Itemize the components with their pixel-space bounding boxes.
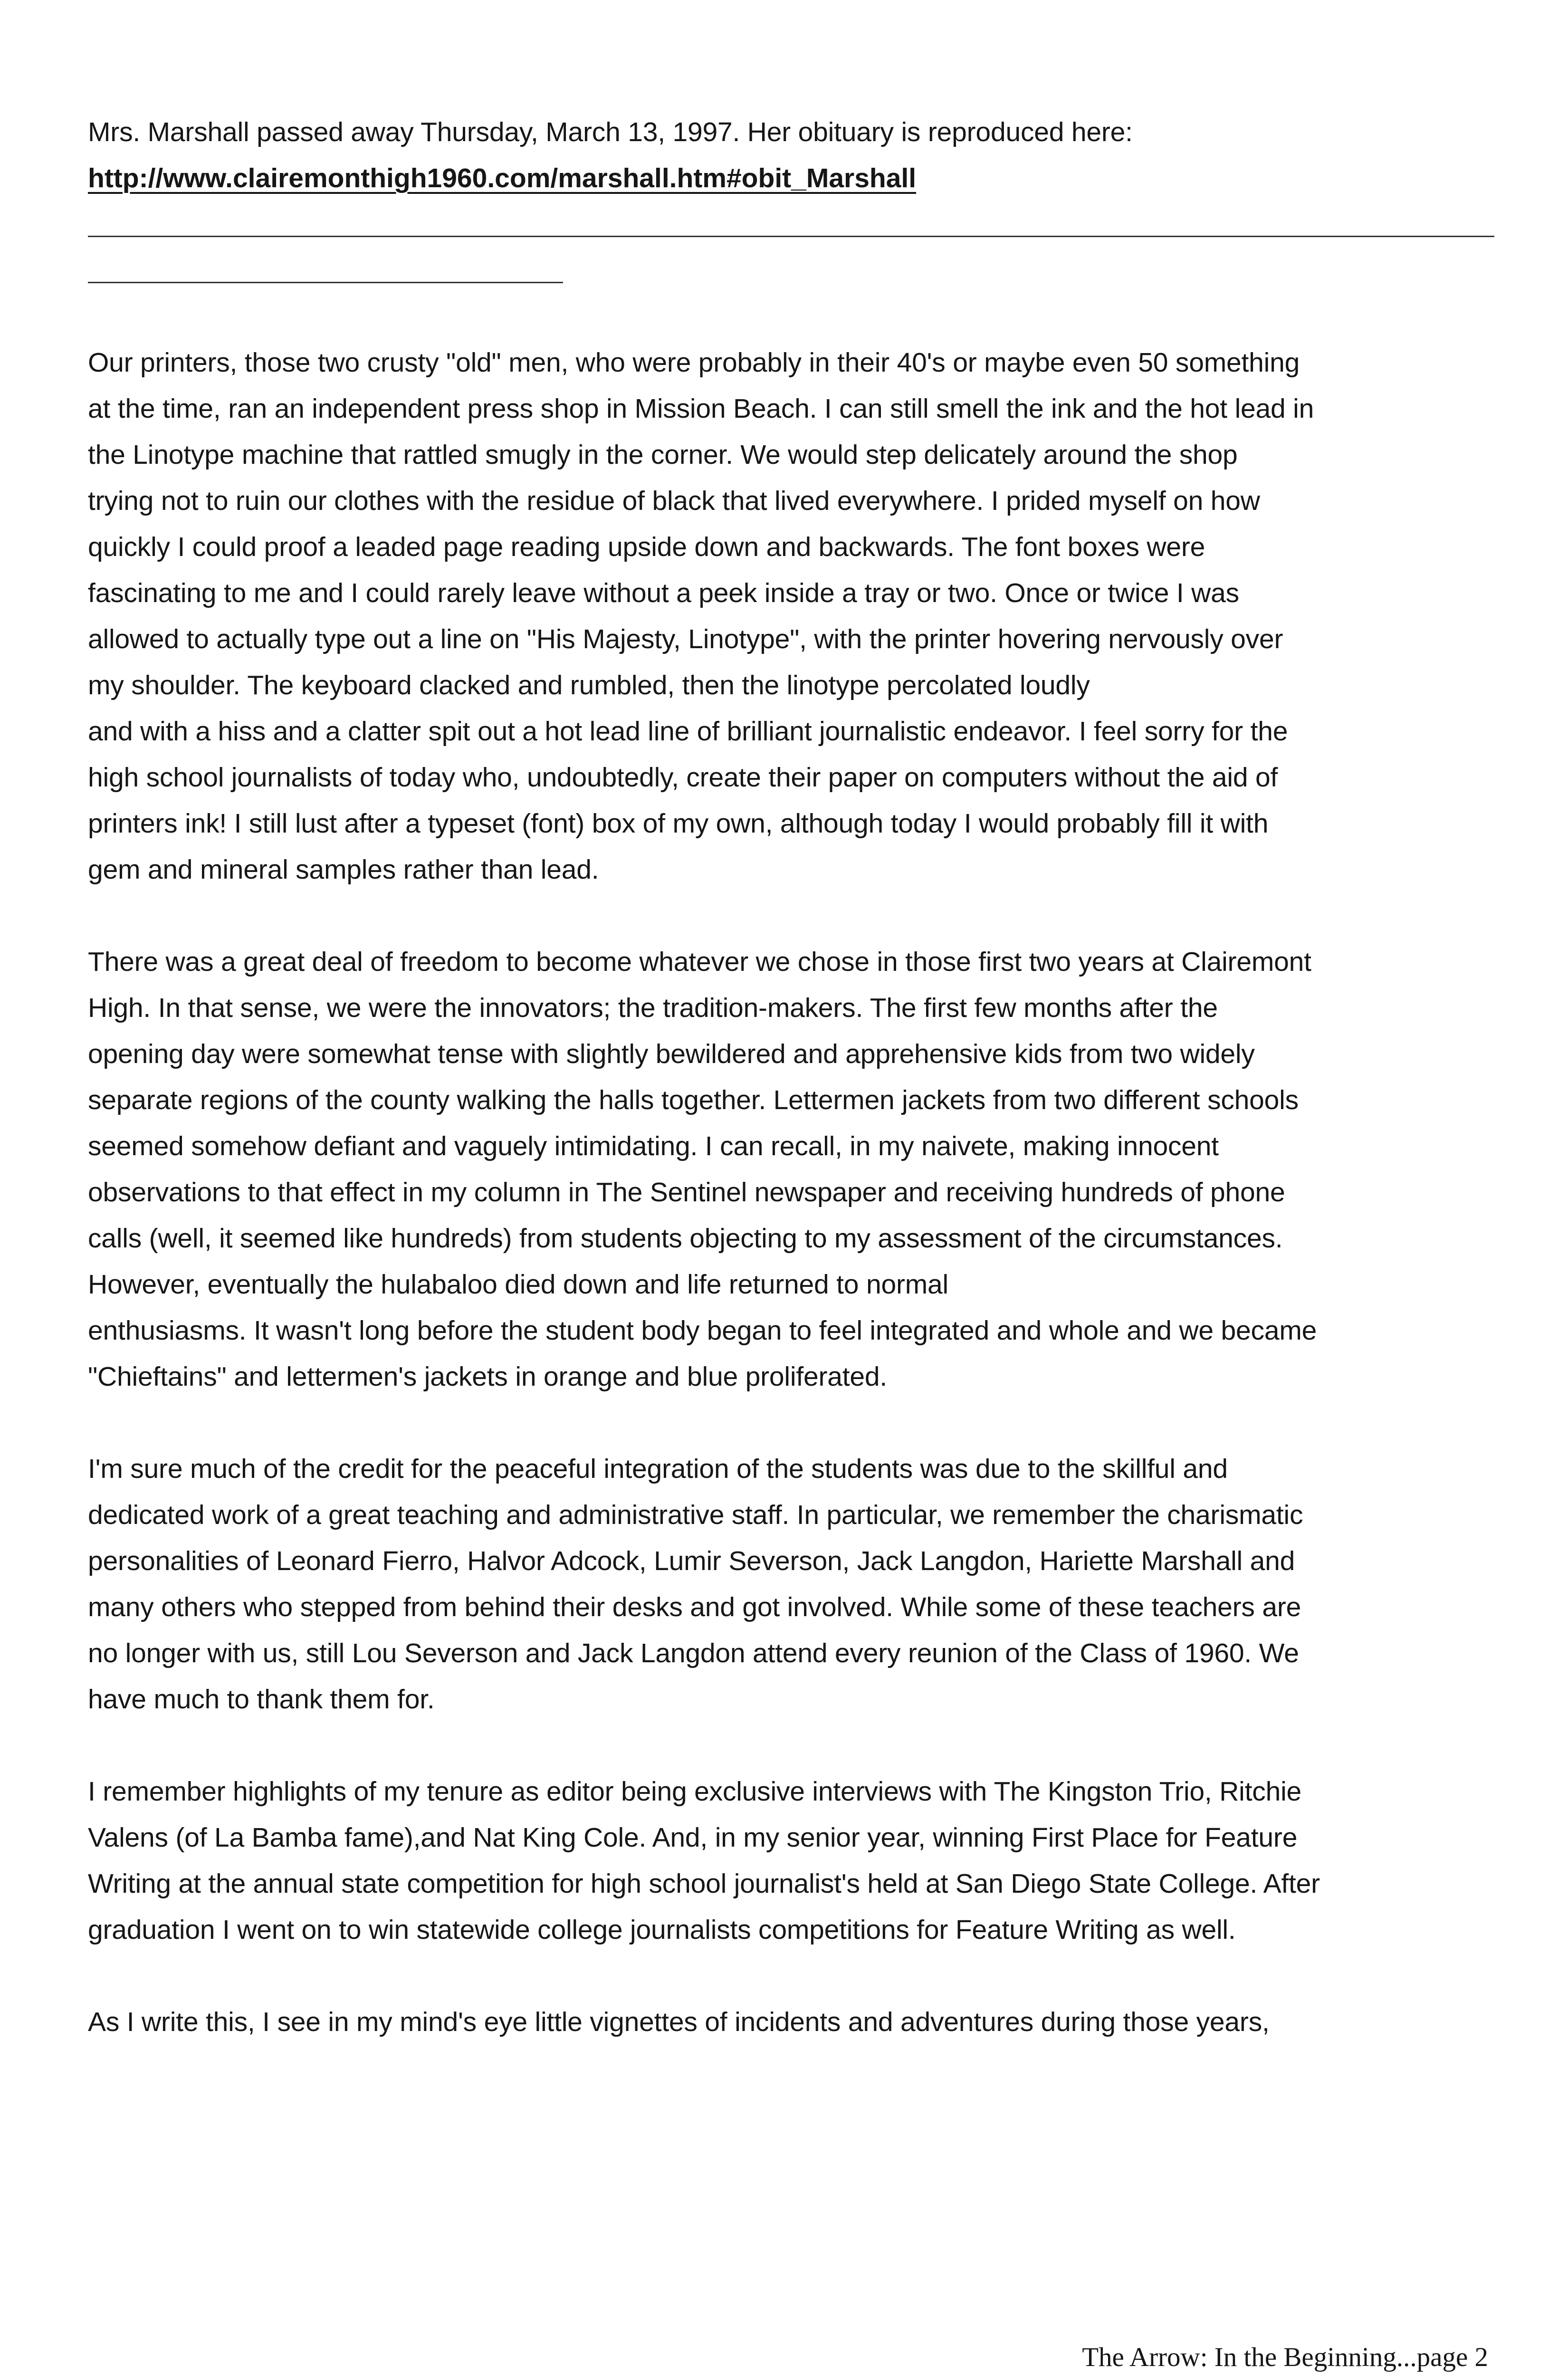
page-footer: The Arrow: In the Beginning...page 2 [1082,2342,1488,2372]
text-line: High. In that sense, we were the innovators; the tradition-makers. The first few months after the [88,993,1218,1023]
text-line: printers ink! I still lust after a typeset (font) box of my own, although today I would probably fill it with [88,808,1269,839]
text-line: As I write this, I see in my mind's eye little vignettes of incidents and adventures during those years, [88,2007,1270,2037]
text-line: and with a hiss and a clatter spit out a hot lead line of brilliant journalistic endeavor. I feel sorry for the [88,716,1288,747]
text-line: many others who stepped from behind their desks and got involved. While some of these teachers are [88,1592,1301,1622]
text-line: the Linotype machine that rattled smugly in the corner. We would step delicately around the shop [88,440,1238,470]
text-line: opening day were somewhat tense with slightly bewildered and apprehensive kids from two widely [88,1039,1255,1069]
paragraph-freedom [88,939,1494,1400]
text-line: trying not to ruin our clothes with the residue of black that lived everywhere. I prided myself on how [88,486,1260,516]
text-line: I remember highlights of my tenure as editor being exclusive interviews with The Kingston Trio, Ritchie [88,1776,1302,1807]
text-line: I'm sure much of the credit for the peaceful integration of the students was due to the skillful and [88,1454,1228,1484]
text-line: calls (well, it seemed like hundreds) from students objecting to my assessment of the circumstances. [88,1223,1283,1254]
paragraph-gap [88,1400,1494,1446]
obituary-link[interactable]: http://www.clairemonthigh1960.com/marshall.htm#obit_Marshall [88,163,917,193]
separator-rule-short [88,248,563,294]
text-line: have much to thank them for. [88,1684,435,1715]
paragraph-printers [88,340,1494,893]
text-line: high school journalists of today who, undoubtedly, create their paper on computers without the aid of [88,762,1278,793]
text-line: enthusiasms. It wasn't long before the student body began to feel integrated and whole and we became [88,1315,1317,1346]
text-line: at the time, ran an independent press shop in Mission Beach. I can still smell the ink and the hot lead in [88,393,1314,424]
text-line: Writing at the annual state competition for high school journalist's held at San Diego State College. After [88,1868,1320,1899]
text-line: seemed somehow defiant and vaguely intimidating. I can recall, in my naivete, making innocent [88,1131,1219,1161]
obituary-note: Mrs. Marshall passed away Thursday, March 13, 1997. Her obituary is reproduced here: [88,117,1133,147]
text-line: quickly I could proof a leaded page reading upside down and backwards. The font boxes were [88,532,1205,562]
paragraph-gap [88,1723,1494,1769]
text-line: "Chieftains" and lettermen's jackets in orange and blue proliferated. [88,1361,888,1392]
paragraph-gap [88,1953,1494,1999]
paragraph-gap [88,893,1494,939]
text-line: my shoulder. The keyboard clacked and rumbled, then the linotype percolated loudly [88,670,1090,700]
text-line: separate regions of the county walking the halls together. Lettermen jackets from two different schools [88,1085,1299,1115]
paragraph-vignettes [88,1999,1494,2045]
paragraph-highlights [88,1769,1494,1953]
text-line: personalities of Leonard Fierro, Halvor Adcock, Lumir Severson, Jack Langdon, Hariette Marshall and [88,1546,1295,1576]
text-line: no longer with us, still Lou Severson and Jack Langdon attend every reunion of the Class of 1960. We [88,1638,1299,1668]
text-line: graduation I went on to win statewide college journalists competitions for Feature Writing as well. [88,1915,1236,1945]
text-line: allowed to actually type out a line on "His Majesty, Linotype", with the printer hovering nervously over [88,624,1283,654]
paragraph-gap [88,294,1494,340]
text-line: fascinating to me and I could rarely leave without a peek inside a tray or two. Once or twice I was [88,578,1239,608]
separator-rule [88,201,1494,248]
page-body [88,109,1494,2045]
text-line: dedicated work of a great teaching and administrative staff. In particular, we remember the charismatic [88,1500,1303,1530]
text-line: However, eventually the hulabaloo died down and life returned to normal [88,1269,948,1300]
paragraph-staff [88,1446,1494,1723]
text-line: gem and mineral samples rather than lead. [88,854,599,885]
text-line: There was a great deal of freedom to become whatever we chose in those first two years at Clairemont [88,947,1311,977]
text-line: observations to that effect in my column in The Sentinel newspaper and receiving hundreds of phone [88,1177,1285,1207]
text-line: Valens (of La Bamba fame),and Nat King Cole. And, in my senior year, winning First Place for Feature [88,1822,1298,1853]
text-line: Our printers, those two crusty "old" men, who were probably in their 40's or maybe even 50 something [88,347,1300,378]
